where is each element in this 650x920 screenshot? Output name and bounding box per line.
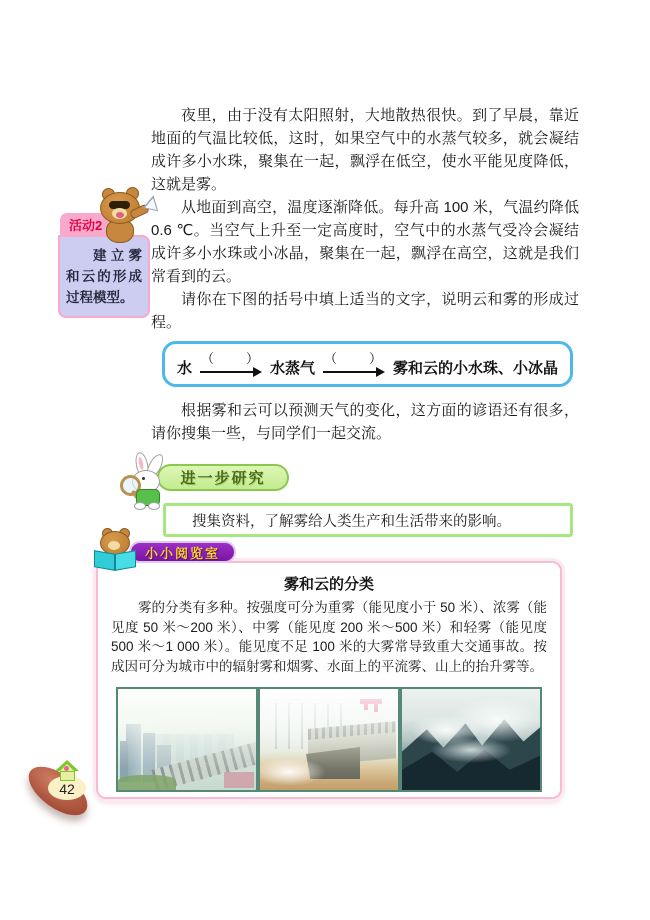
diagram-bracket-1: （ ） <box>200 351 261 366</box>
photo-city-fog <box>116 687 258 792</box>
photo-mountain-fog <box>400 687 542 792</box>
rabbit-with-magnifier-icon <box>120 452 172 510</box>
photo-dam-fog <box>258 687 400 792</box>
diagram-item-droplets: 雾和云的小水珠、小冰晶 <box>393 360 559 377</box>
bear-with-flask-icon <box>97 188 161 244</box>
reading-room-banner: 小小阅览室 <box>129 541 236 563</box>
paragraph-fill-brackets-task: 请你在下图的括号中填上适当的文字，说明云和雾的形成过程。 <box>151 291 579 331</box>
fog-photo-row <box>111 687 547 792</box>
diagram-item-water: 水 <box>176 360 192 377</box>
page-number: 42 <box>59 781 75 797</box>
diagram-step-2 <box>323 352 385 378</box>
reading-body-text: 雾的分类有多种。按强度可分为重雾（能见度小于 50 米）、浓雾（能见度 50 米～200 米）、中雾（能见度 200 米～500 米）和轻雾（能见度 500 米～1 000 米）。能见度不足 100 米的大雾常导致重大交通事故。按成因可分为城市中的辐射雾和烟雾、水面上的平流雾、山上的抬升雾等。 <box>111 600 547 674</box>
activity-body-text: 建立雾和云的形成过程模型。 <box>58 235 150 318</box>
reading-room-box <box>96 561 562 799</box>
paragraph-fog-formation: 夜里，由于没有太阳照射，大地散热很快。到了早晨，靠近地面的气温比较低，这时，如果空气中的水蒸气较多，就会凝结成许多小水珠，聚集在一起，飘浮在低空，使水平能见度降低，这就是雾。 <box>151 107 579 193</box>
diagram-step-1 <box>200 352 262 378</box>
arrow-right-icon <box>200 366 262 378</box>
further-research-banner: 进一步研究 <box>157 464 289 491</box>
house-icon <box>55 760 79 782</box>
process-diagram-box <box>162 341 573 387</box>
arrow-right-icon <box>323 366 385 378</box>
research-task-box: 搜集资料，了解雾给人类生产和生活带来的影响。 <box>163 503 573 537</box>
paragraph-cloud-formation: 从地面到高空，温度逐渐降低。每升高 100 米，气温约降低 0.6 ℃。当空气上升至一定高度时，空气中的水蒸气受冷会凝结成许多小水珠或小冰晶，聚集在一起，飘浮在高空，这就是我们常看到的云。 <box>151 199 579 285</box>
activity-tab: 活动2 <box>60 213 111 235</box>
reading-title: 雾和云的分类 <box>283 576 374 593</box>
diagram-item-vapor: 水蒸气 <box>269 360 315 377</box>
bear-reading-book-icon <box>91 528 139 570</box>
paragraph-proverbs-task: 根据雾和云可以预测天气的变化，这方面的谚语还有很多，请你搜集一些，与同学们一起交流。 <box>151 402 579 442</box>
diagram-bracket-2: （ ） <box>323 351 384 366</box>
